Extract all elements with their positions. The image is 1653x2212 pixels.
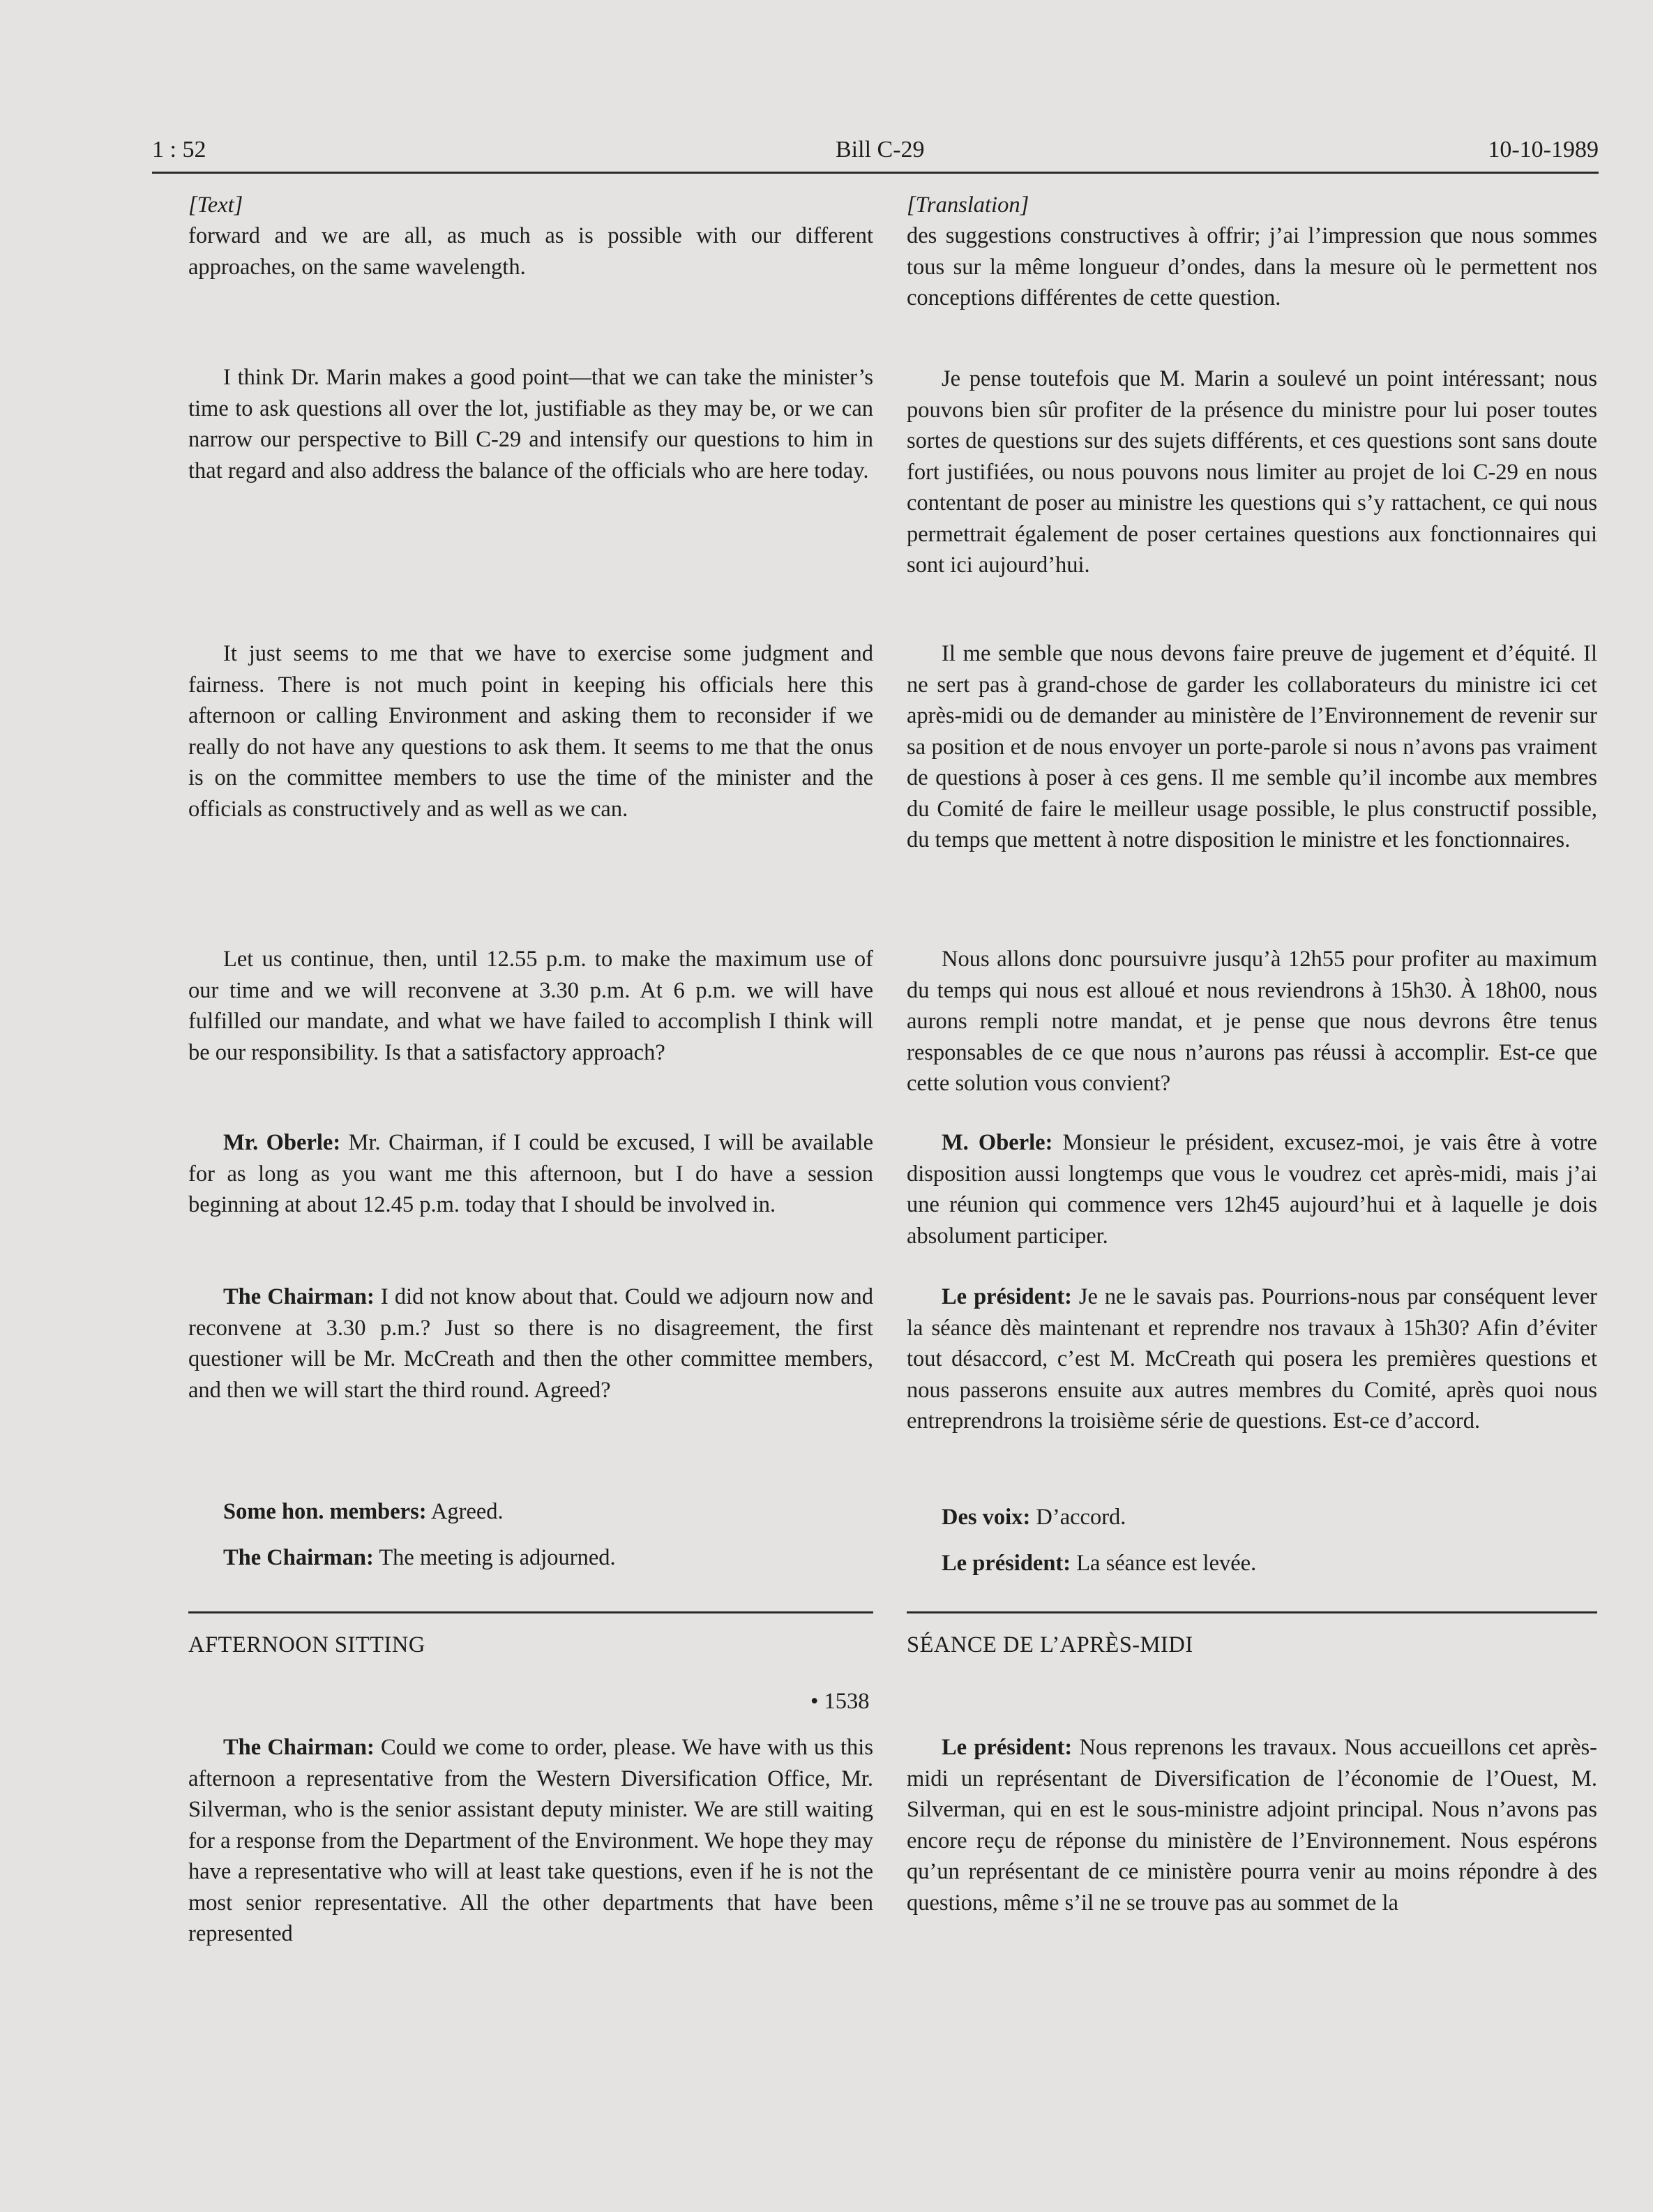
section-title-afternoon-sitting: AFTERNOON SITTING <box>188 1632 425 1657</box>
speech-text: Je ne le savais pas. Pourrions-nous par conséquent lever la séance dès maintenant et reprendre nos travaux à 15h30? Afin d’éviter tout désaccord, c’est M. McCreath qui posera les premières questions et nous passerons ensuite aux autres membres du Comité, après quoi nous entreprendrons la troisième série de questions. Est-ce d’accord. <box>907 1284 1597 1434</box>
speaker-name: Le président: <box>942 1284 1072 1309</box>
left-paragraph-2-block <box>188 362 873 486</box>
speech-text: Nous reprenons les travaux. Nous accueillons cet après-midi un représentant de Diversification de l’économie de l’Ouest, M. Silverman, qui en est le sous-ministre adjoint principal. Nous n’avons pas encore reçu de réponse du ministère de l’Environnement. Nous espérons qu’un représentant de ce ministère pourra venir au moins répondre à des questions, même s’il ne se trouve pas au sommet de la <box>907 1735 1597 1916</box>
text-label: [Text] <box>188 193 243 218</box>
left-paragraph-3: It just seems to me that we have to exercise some judgment and fairness. There is not much point in keeping his officials here this afternoon or calling Environment and asking them to reconsider if we really do not have any questions to ask them. It seems to me that the onus is on the committee members to use the time of the minister and the officials as constructively and as well as we can. <box>188 641 873 822</box>
speech-text: Monsieur le président, excusez-moi, je vais être à votre disposition aussi longtemps que vous le voudrez cet après-midi, mais j’ai une réunion qui commence vers 12h45 aujourd’hui et à laquelle je dois absolument participer. <box>907 1130 1597 1249</box>
left-paragraph-3-block <box>188 638 873 825</box>
right-column-upper <box>907 190 1597 314</box>
left-paragraph-5 <box>188 1127 873 1221</box>
left-paragraph-5-block <box>188 1127 873 1221</box>
speech-text: I did not know about that. Could we adjourn now and reconvene at 3.30 p.m.? Just so there is no disagreement, the first questioner will be Mr. McCreath and then the other committee members, and then we will start the third round. Agreed? <box>188 1284 873 1403</box>
left-paragraph-1: forward and we are all, as much as is possible with our different approaches, on the same wavelength. <box>188 223 873 280</box>
right-paragraph-6 <box>907 1281 1597 1437</box>
left-paragraph-4: Let us continue, then, until 12.55 p.m. to make the maximum use of our time and we will reconvene at 3.30 p.m. At 6 p.m. we will have fulfilled our mandate, and what we have failed to accomplish I think will be our responsibility. Is that a satisfactory approach? <box>188 947 873 1065</box>
right-paragraph-3-block <box>907 638 1597 856</box>
header-rule <box>152 172 1599 174</box>
speaker-name: The Chairman: <box>223 1545 374 1570</box>
right-paragraph-5-block <box>907 1127 1597 1251</box>
section-rule-right <box>907 1611 1597 1613</box>
left-paragraph-6-block <box>188 1281 873 1406</box>
left-paragraph-8 <box>188 1542 873 1574</box>
speech-text: La séance est levée. <box>1071 1551 1257 1576</box>
page-header <box>152 137 1599 172</box>
section-rule-left <box>188 1611 873 1613</box>
speech-text: Mr. Chairman, if I could be excused, I will be available for as long as you want me this afternoon, but I do have a session beginning at about 12.45 p.m. today that I should be involved in. <box>188 1130 873 1217</box>
left-paragraph-9 <box>188 1732 873 1950</box>
right-paragraph-3: Il me semble que nous devons faire preuve de jugement et d’équité. Il ne sert pas à grand-chose de garder les collaborateurs du ministre ici cet après-midi ou de demander au ministère de l’Environnement de revenir sur sa position et de nous envoyer un porte-parole si nous n’avons pas vraiment de questions à poser à ces gens. Il me semble qu’il incombe aux membres du Comité de faire le meilleur usage possible, le plus constructif possible, du temps que mettent à notre disposition le ministre et les fonctionnaires. <box>907 641 1597 852</box>
speaker-name: Le président: <box>942 1735 1073 1760</box>
left-paragraph-7 <box>188 1496 873 1528</box>
speaker-name: Mr. Oberle: <box>223 1130 341 1155</box>
left-paragraph-7-block <box>188 1496 873 1528</box>
right-paragraph-4-block <box>907 944 1597 1099</box>
speaker-name: Le président: <box>942 1551 1071 1576</box>
speaker-name: The Chairman: <box>223 1284 375 1309</box>
left-column-upper <box>188 190 873 283</box>
speaker-name: Des voix: <box>942 1505 1031 1530</box>
right-paragraph-2-block <box>907 363 1597 581</box>
left-paragraph-8-block <box>188 1542 873 1574</box>
left-paragraph-9-block <box>188 1732 873 1950</box>
translation-label: [Translation] <box>907 193 1029 218</box>
speaker-name: Some hon. members: <box>223 1499 427 1524</box>
right-paragraph-2: Je pense toutefois que M. Marin a soulevé un point intéressant; nous pouvons bien sûr profiter de la présence du ministre pour lui poser toutes sortes de questions sur des sujets différents, et ces questions sont sans doute fort justifiées, ou nous pouvons nous limiter au projet de loi C-29 en nous contentant de poser au ministre les questions qui s’y rattachent, ce qui nous permettrait également de poser certaines questions aux fonctionnaires qui sont ici aujourd’hui. <box>907 366 1597 578</box>
right-paragraph-9-block <box>907 1732 1597 1918</box>
right-paragraph-8 <box>907 1548 1597 1579</box>
right-paragraph-5 <box>907 1127 1597 1251</box>
right-paragraph-8-block <box>907 1548 1597 1579</box>
speaker-name: The Chairman: <box>223 1735 375 1760</box>
right-paragraph-6-block <box>907 1281 1597 1437</box>
right-paragraph-9 <box>907 1732 1597 1918</box>
time-stamp: • 1538 <box>810 1689 870 1714</box>
header-date: 10-10-1989 <box>1488 137 1599 163</box>
bill-title: Bill C-29 <box>836 137 925 163</box>
left-paragraph-2: I think Dr. Marin makes a good point—that we can take the minister’s time to ask questions all over the lot, justifiable as they may be, or we can narrow our perspective to Bill C-29 and intensify our questions to him in that regard and also address the balance of the officials who are here today. <box>188 365 873 483</box>
right-paragraph-7 <box>907 1502 1597 1533</box>
left-paragraph-4-block <box>188 944 873 1068</box>
speaker-name: M. Oberle: <box>942 1130 1053 1155</box>
page-number: 1 : 52 <box>152 137 206 163</box>
speech-text: D’accord. <box>1030 1505 1126 1530</box>
speech-text: Agreed. <box>426 1499 504 1524</box>
section-title-seance-apres-midi: SÉANCE DE L’APRÈS-MIDI <box>907 1632 1193 1657</box>
left-paragraph-6 <box>188 1281 873 1406</box>
speech-text: The meeting is adjourned. <box>373 1545 616 1570</box>
speech-text: Could we come to order, please. We have with us this afternoon a representative from the Western Diversification Office, Mr. Silverman, who is the senior assistant deputy minister. We are still waiting for a response from the Department of the Environment. We hope they may have a representative who will at least take questions, even if he is not the most senior representative. All the other departments that have been represented <box>188 1735 873 1946</box>
right-paragraph-4: Nous allons donc poursuivre jusqu’à 12h55 pour profiter au maximum du temps qui nous est alloué et nous reviendrons à 15h30. À 18h00, nous aurons rempli notre mandat, et je pense que nous devrons être tenus responsables de ce que nous n’aurons pas réussi à accomplir. Est-ce que cette solution vous convient? <box>907 947 1597 1096</box>
right-paragraph-1: des suggestions constructives à offrir; j’ai l’impression que nous sommes tous sur la même longueur d’ondes, dans la mesure où le permettent nos conceptions différentes de cette question. <box>907 223 1597 310</box>
right-paragraph-7-block <box>907 1502 1597 1533</box>
